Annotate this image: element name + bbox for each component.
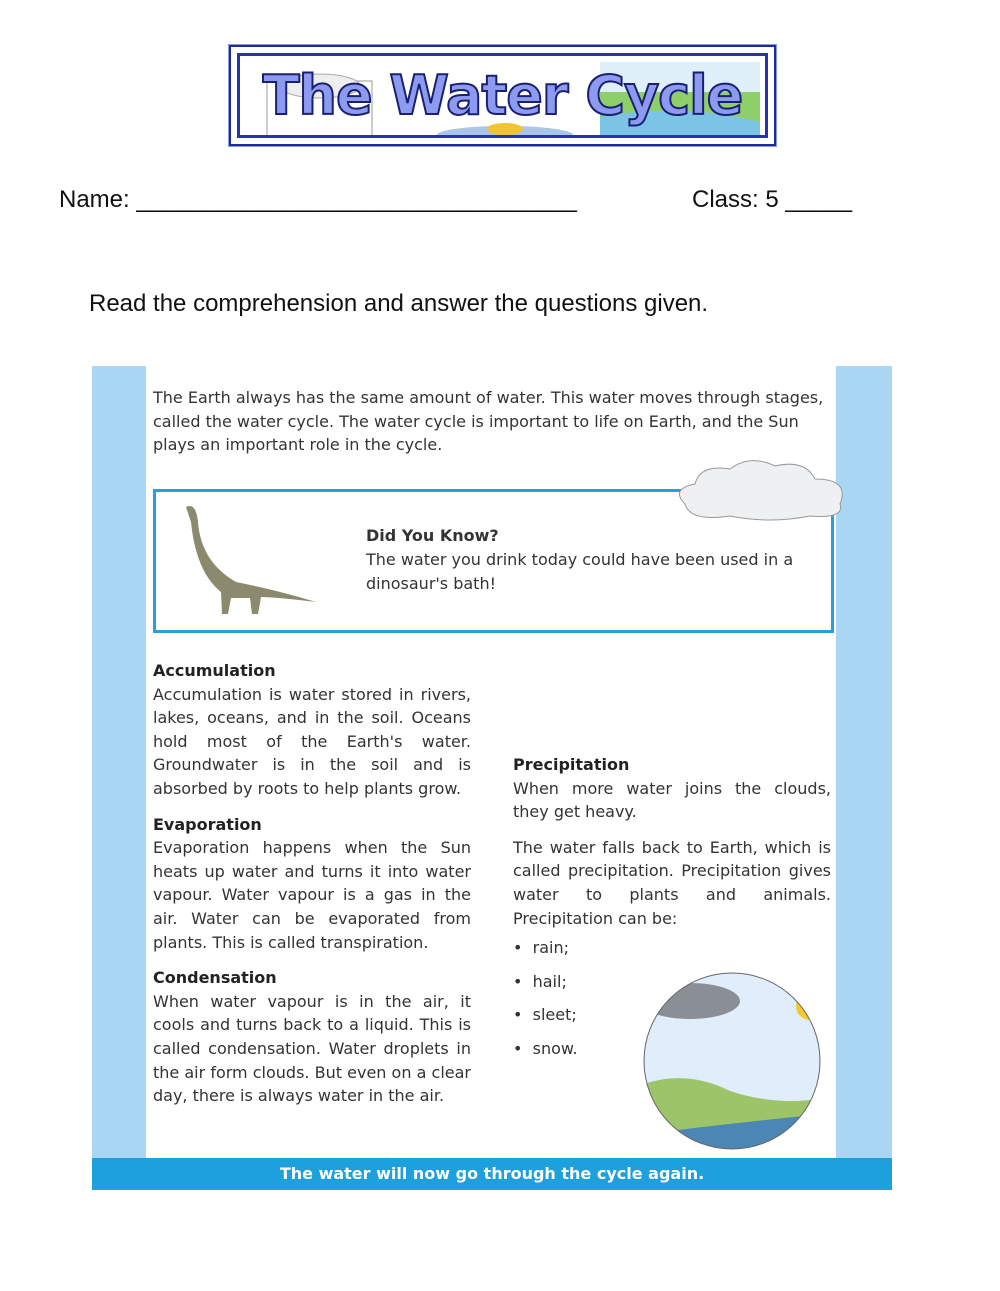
name-field[interactable]: Name: _________________________________ <box>59 186 577 213</box>
footer-banner: The water will now go through the cycle again. <box>92 1158 892 1190</box>
accumulation-heading: Accumulation <box>153 661 276 680</box>
title-banner <box>229 45 776 146</box>
water-cycle-diagram-icon <box>610 971 855 1151</box>
did-you-know-text: The water you drink today could have been used in a dinosaur's bath! <box>366 550 794 593</box>
condensation-heading: Condensation <box>153 968 277 988</box>
evaporation-heading: Evaporation <box>153 814 262 834</box>
instruction-text: Read the comprehension and answer the questions given. <box>89 290 709 317</box>
accumulation-text: Accumulation is water stored in rivers, lakes, oceans, and in the soil. Oceans hold most of the Earth's water. Groundwater is in the soil and is absorbed by roots to help plants grow. <box>153 684 471 798</box>
banner-title: The Water Cycle <box>262 64 743 127</box>
precipitation-text: When more water joins the clouds, they get heavy. <box>513 778 831 822</box>
dinosaur-icon <box>176 502 326 617</box>
list-item: • sleet; <box>513 1005 577 1025</box>
intro-paragraph: The Earth always has the same amount of water. This water moves through stages, called the water cycle. The water cycle is important to life on Earth, and the Sun plays an important role in the cycle. <box>153 388 824 455</box>
precipitation-heading: Precipitation <box>513 755 630 774</box>
list-item: • snow. <box>513 1038 578 1058</box>
precipitation-text-2: The water falls back to Earth, which is called precipitation. Precipitation gives water to plants and animals. Precipitation can be: <box>513 837 831 928</box>
evaporation-text: Evaporation happens when the Sun heats up water and turns it into water vapour. Water vapour is a gas in the air. Water can be evaporated from plants. This is called transpiration. <box>153 838 471 952</box>
did-you-know-title: Did You Know? <box>366 526 499 545</box>
class-field[interactable]: Class: 5 _____ <box>692 186 853 213</box>
list-item: • rain; <box>513 938 569 958</box>
condensation-text: When water vapour is in the air, it cools and turns back to a liquid. This is called condensation. Water droplets in the air form clouds. But even on a clear day, there is always water in the air. <box>153 991 471 1106</box>
comprehension-passage <box>92 366 892 1190</box>
left-column <box>153 659 471 1108</box>
list-item: • hail; <box>513 971 567 991</box>
cloud-icon <box>670 454 855 524</box>
